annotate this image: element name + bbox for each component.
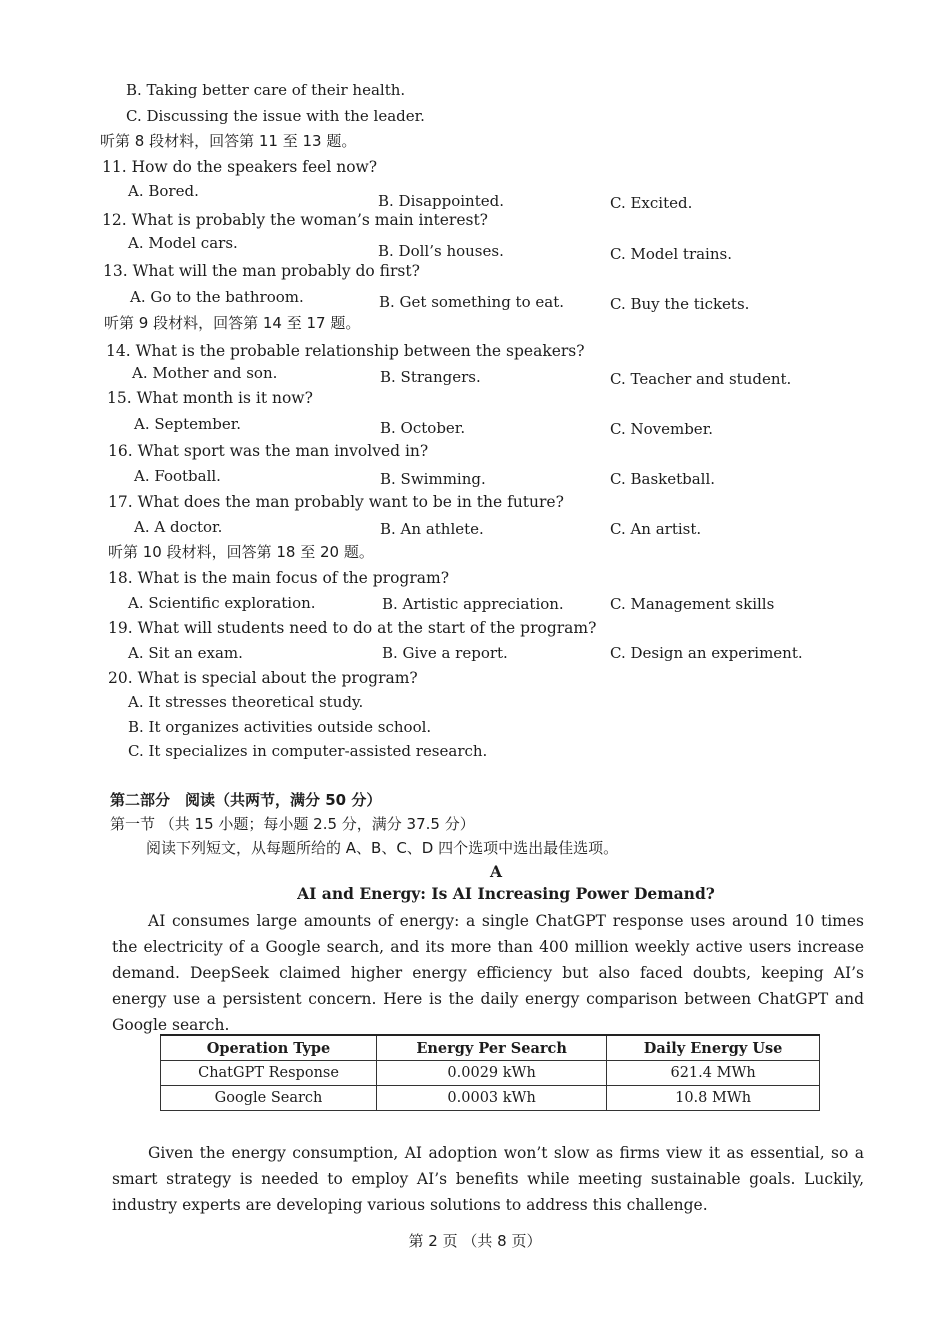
table-cell: Google Search: [161, 1086, 377, 1111]
q19-option-a: A. Sit an exam.: [128, 644, 243, 662]
q12-text: 12. What is probably the woman’s main interest?: [102, 211, 488, 229]
q11-option-a: A. Bored.: [128, 182, 199, 200]
table-row: [161, 1061, 820, 1086]
q15-text: 15. What month is it now?: [107, 389, 313, 407]
section9-heading: 听第 9 段材料，回答第 14 至 17 题。: [104, 314, 361, 332]
passage-paragraph-1: [112, 908, 864, 1038]
table-row: [161, 1086, 820, 1111]
q19-option-c: C. Design an experiment.: [610, 644, 803, 662]
q15-option-c: C. November.: [610, 420, 713, 438]
part2-section1: 第一节 （共 15 小题；每小题 2.5 分，满分 37.5 分）: [110, 815, 475, 833]
table-cell: 0.0003 kWh: [377, 1086, 607, 1111]
q14-option-c: C. Teacher and student.: [610, 370, 792, 388]
table-header: Operation Type: [161, 1035, 377, 1061]
q18-option-a: A. Scientific exploration.: [128, 594, 316, 612]
q10-option-c: C. Discussing the issue with the leader.: [126, 107, 425, 125]
q19-text: 19. What will students need to do at the start of the program?: [108, 619, 597, 637]
q15-option-b: B. October.: [380, 419, 466, 437]
section8-heading: 听第 8 段材料，回答第 11 至 13 题。: [100, 132, 357, 150]
table-cell: ChatGPT Response: [161, 1061, 377, 1086]
table-header-row: [161, 1035, 820, 1061]
q13-option-b: B. Get something to eat.: [379, 293, 565, 311]
q20-text: 20. What is special about the program?: [108, 669, 418, 687]
table-header: Energy Per Search: [377, 1035, 607, 1061]
q14-text: 14. What is the probable relationship between the speakers?: [106, 342, 585, 360]
section10-heading: 听第 10 段材料，回答第 18 至 20 题。: [108, 543, 374, 561]
q11-option-b: B. Disappointed.: [378, 192, 504, 210]
q14-option-b: B. Strangers.: [380, 368, 481, 386]
q11-option-c: C. Excited.: [610, 194, 693, 212]
q16-option-c: C. Basketball.: [610, 470, 716, 488]
q16-option-a: A. Football.: [134, 467, 221, 485]
q17-option-a: A. A doctor.: [134, 518, 223, 536]
q20-option-b: B. It organizes activities outside school.: [128, 718, 432, 736]
q13-option-c: C. Buy the tickets.: [610, 295, 750, 313]
passage-paragraph-2: [112, 1140, 864, 1218]
table-header: Daily Energy Use: [607, 1035, 820, 1061]
passage-para2-text: Given the energy consumption, AI adoption won’t slow as firms view it as essential, so a smart strategy is needed to employ AI’s benefits while meeting sustainable goals. Luckily, industry experts are developing various solutions to address this challenge.: [112, 1144, 864, 1214]
q18-text: 18. What is the main focus of the program?: [108, 569, 450, 587]
q13-text: 13. What will the man probably do first?: [103, 262, 420, 280]
q12-option-b: B. Doll’s houses.: [378, 242, 504, 260]
q15-option-a: A. September.: [134, 415, 242, 433]
table-cell: 621.4 MWh: [607, 1061, 820, 1086]
q17-text: 17. What does the man probably want to be in the future?: [108, 493, 564, 511]
q17-option-b: B. An athlete.: [380, 520, 484, 538]
page-number: 第 2 页 （共 8 页）: [408, 1232, 542, 1250]
q14-option-a: A. Mother and son.: [132, 364, 278, 382]
q20-option-a: A. It stresses theoretical study.: [128, 693, 364, 711]
q20-option-c: C. It specializes in computer-assisted research.: [128, 742, 488, 760]
q13-option-a: A. Go to the bathroom.: [130, 288, 304, 306]
q10-option-b: B. Taking better care of their health.: [126, 81, 406, 99]
table-cell: 0.0029 kWh: [377, 1061, 607, 1086]
q19-option-b: B. Give a report.: [382, 644, 508, 662]
q16-text: 16. What sport was the man involved in?: [108, 442, 429, 460]
q18-option-c: C. Management skills: [610, 595, 775, 613]
q11-text: 11. How do the speakers feel now?: [102, 158, 378, 176]
q18-option-b: B. Artistic appreciation.: [382, 595, 564, 613]
q16-option-b: B. Swimming.: [380, 470, 486, 488]
part2-heading: 第二部分 阅读（共两节，满分 50 分）: [110, 791, 382, 809]
q17-option-c: C. An artist.: [610, 520, 702, 538]
q12-option-a: A. Model cars.: [128, 234, 238, 252]
q12-option-c: C. Model trains.: [610, 245, 732, 263]
table-cell: 10.8 MWh: [607, 1086, 820, 1111]
part2-instruction: 阅读下列短文，从每题所给的 A、B、C、D 四个选项中选出最佳选项。: [146, 839, 619, 857]
passage-para1-text: AI consumes large amounts of energy: a single ChatGPT response uses around 10 times the electricity of a Google search, and its more than 400 million weekly active users increase demand. DeepSeek claimed higher energy efficiency but also faced doubts, keeping AI’s energy use a persistent concern. Here is the daily energy comparison between ChatGPT and Google search.: [112, 912, 864, 1034]
energy-table: [160, 1034, 820, 1111]
passage-title: AI and Energy: Is AI Increasing Power Demand?: [297, 884, 715, 903]
passage-letter: A: [489, 862, 503, 881]
